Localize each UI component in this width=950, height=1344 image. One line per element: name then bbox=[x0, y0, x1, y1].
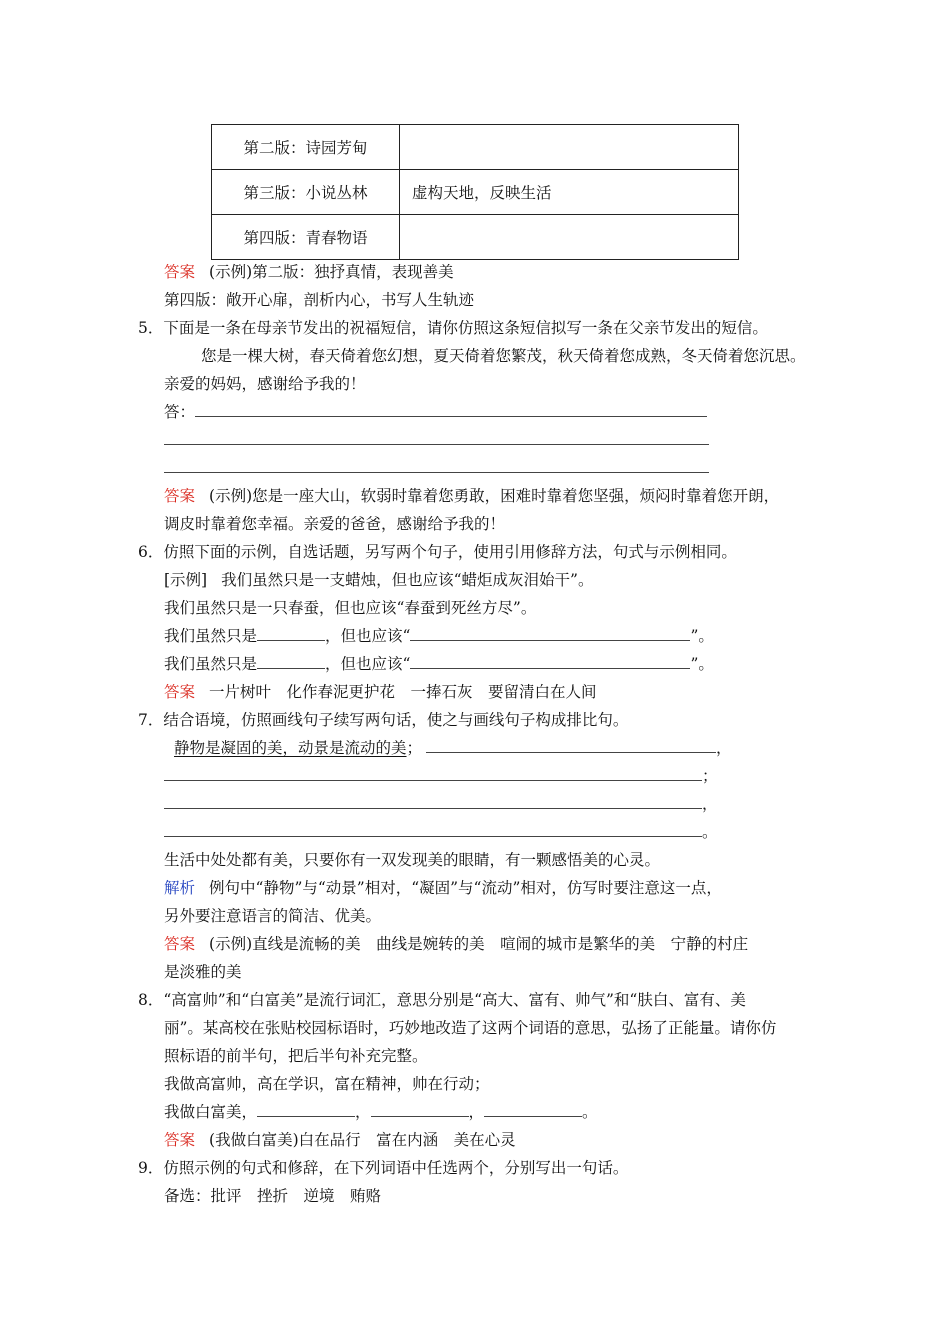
punct: ； bbox=[406, 739, 423, 757]
answer-blank[interactable] bbox=[164, 458, 709, 473]
q7-prompt bbox=[138, 710, 628, 730]
answer-label: 答案 bbox=[164, 263, 196, 281]
q9-prompt bbox=[138, 1158, 628, 1178]
punct: ， bbox=[702, 795, 718, 813]
fill-text: ”。 bbox=[690, 655, 714, 673]
answer-blank[interactable] bbox=[164, 822, 702, 837]
q5-reply-line-1 bbox=[164, 402, 707, 422]
q5-text-2: 亲爱的妈妈，感谢给予我的！ bbox=[164, 375, 366, 393]
answer-blank[interactable] bbox=[257, 654, 325, 669]
question-text: “高富帅”和“白富美”是流行词汇，意思分别是“高大、富有、帅气”和“肤白、富有、美 bbox=[163, 991, 746, 1009]
table-row bbox=[212, 215, 739, 260]
q4-answer-line-2: 第四版：敞开心扉，剖析内心，书写人生轨迹 bbox=[164, 291, 475, 309]
q5-reply-line-2 bbox=[164, 430, 709, 450]
answer-blank[interactable] bbox=[164, 794, 702, 809]
q7-blank-line-1 bbox=[164, 766, 718, 786]
fill-text: 我们虽然只是 bbox=[164, 655, 258, 673]
punct: ； bbox=[702, 767, 718, 785]
table-cell-section: 第二版：诗园芳甸 bbox=[212, 125, 400, 170]
q7-after-text: 生活中处处都有美，只要你有一双发现美的眼睛，有一颗感悟美的心灵。 bbox=[164, 851, 661, 869]
q8-prompt-2: 丽”。某高校在张贴校园标语时，巧妙地改造了这两个词语的意思，弘扬了正能量。请你仿 bbox=[164, 1019, 777, 1037]
q6-answer-text: 一片树叶 化作春泥更护花 一捧石灰 要留清白在人间 bbox=[209, 683, 597, 701]
newspaper-sections-table bbox=[211, 124, 739, 260]
fill-text: 我们虽然只是 bbox=[164, 627, 258, 645]
answer-blank[interactable] bbox=[426, 738, 716, 753]
q4-answer-line-1 bbox=[164, 262, 454, 282]
answer-blank[interactable] bbox=[257, 626, 325, 641]
q7-analysis-line-2: 另外要注意语言的简洁、优美。 bbox=[164, 907, 382, 925]
question-text: 仿照下面的示例，自选话题，另写两个句子，使用引用修辞方法，句式与示例相同。 bbox=[163, 543, 737, 561]
q9-options: 备选：批评 挫折 逆境 贿赂 bbox=[164, 1187, 382, 1205]
q5-text-1: 您是一棵大树，春天倚着您幻想，夏天倚着您繁茂，秋天倚着您成熟，冬天倚着您沉思。 bbox=[201, 347, 806, 365]
answer-label: 答案 bbox=[164, 487, 196, 505]
q5-prompt bbox=[138, 318, 768, 338]
table-cell-desc: 虚构天地，反映生活 bbox=[400, 170, 739, 215]
table-row bbox=[212, 125, 739, 170]
punct: ， bbox=[468, 1103, 485, 1121]
answer-blank[interactable] bbox=[371, 1102, 469, 1117]
q8-example: 我做高富帅，高在学识，富在精神，帅在行动； bbox=[164, 1075, 490, 1093]
q6-fill-line-2 bbox=[164, 654, 714, 674]
answer-label: 答案 bbox=[164, 935, 196, 953]
q4-answer-text: (示例)第二版：独抒真情，表现善美 bbox=[209, 263, 454, 281]
fill-text: 我做白富美， bbox=[164, 1103, 258, 1121]
q7-lead-line bbox=[174, 738, 732, 758]
answer-blank[interactable] bbox=[164, 766, 702, 781]
punct: 。 bbox=[582, 1103, 598, 1121]
table-cell-desc bbox=[400, 125, 739, 170]
answer-label: 答案 bbox=[164, 683, 196, 701]
q7-answer-line-1 bbox=[164, 934, 748, 954]
example-tag: [示例] bbox=[164, 571, 208, 589]
q7-analysis-line-1 bbox=[164, 878, 722, 898]
question-number: 8． bbox=[138, 991, 164, 1009]
q6-answer bbox=[164, 682, 597, 702]
punct: ， bbox=[716, 739, 732, 757]
question-text: 仿照示例的句式和修辞，在下列词语中任选两个，分别写出一句话。 bbox=[163, 1159, 629, 1177]
q5-answer-line-1 bbox=[164, 486, 779, 506]
q7-analysis-text: 例句中“静物”与“动景”相对，“凝固”与“流动”相对，仿写时要注意这一点， bbox=[209, 879, 722, 897]
punct: ， bbox=[355, 1103, 371, 1121]
table-cell-section: 第四版：青春物语 bbox=[212, 215, 400, 260]
fill-text: ，但也应该“ bbox=[325, 655, 411, 673]
q8-fill-line bbox=[164, 1102, 598, 1122]
table-row bbox=[212, 170, 739, 215]
table-cell-desc bbox=[400, 215, 739, 260]
q7-answer-line-2: 是淡雅的美 bbox=[164, 963, 242, 981]
punct: 。 bbox=[702, 823, 718, 841]
answer-blank[interactable] bbox=[195, 402, 707, 417]
table-cell-section: 第三版：小说丛林 bbox=[212, 170, 400, 215]
answer-blank[interactable] bbox=[484, 1102, 582, 1117]
q8-answer-text: (我做白富美)白在品行 富在内涵 美在心灵 bbox=[209, 1131, 516, 1149]
question-number: 7． bbox=[138, 711, 164, 729]
question-number: 5． bbox=[138, 319, 164, 337]
reply-label: 答： bbox=[164, 403, 196, 421]
question-number: 9． bbox=[138, 1159, 164, 1177]
question-text: 结合语境，仿照画线句子续写两句话，使之与画线句子构成排比句。 bbox=[163, 711, 629, 729]
q6-example-2: 我们虽然只是一只春蚕，但也应该“春蚕到死丝方尽”。 bbox=[164, 599, 537, 617]
question-number: 6． bbox=[138, 543, 164, 561]
q6-prompt bbox=[138, 542, 737, 562]
q7-blank-line-2 bbox=[164, 794, 718, 814]
fill-text: ，但也应该“ bbox=[325, 627, 411, 645]
analysis-label: 解析 bbox=[164, 879, 196, 897]
q6-example-1 bbox=[164, 570, 593, 590]
q8-answer bbox=[164, 1130, 516, 1150]
q5-answer-line-2: 调皮时靠着您幸福。亲爱的爸爸，感谢给予我的！ bbox=[164, 515, 506, 533]
answer-blank[interactable] bbox=[257, 1102, 355, 1117]
underlined-sentence: 静物是凝固的美，动景是流动的美 bbox=[174, 739, 407, 757]
question-text: 下面是一条在母亲节发出的祝福短信，请你仿照这条短信拟写一条在父亲节发出的短信。 bbox=[163, 319, 768, 337]
q6-fill-line-1 bbox=[164, 626, 714, 646]
q7-blank-line-3 bbox=[164, 822, 718, 842]
q8-prompt-1 bbox=[138, 990, 746, 1010]
answer-blank[interactable] bbox=[410, 626, 690, 641]
answer-label: 答案 bbox=[164, 1131, 196, 1149]
q5-reply-line-3 bbox=[164, 458, 709, 478]
q7-answer-text: (示例)直线是流畅的美 曲线是婉转的美 喧闹的城市是繁华的美 宁静的村庄 bbox=[209, 935, 749, 953]
fill-text: ”。 bbox=[690, 627, 714, 645]
answer-blank[interactable] bbox=[164, 430, 709, 445]
answer-blank[interactable] bbox=[410, 654, 690, 669]
example-text: 我们虽然只是一支蜡烛，但也应该“蜡炬成灰泪始干”。 bbox=[221, 571, 594, 589]
q8-prompt-3: 照标语的前半句，把后半句补充完整。 bbox=[164, 1047, 428, 1065]
q5-answer-text: (示例)您是一座大山，软弱时靠着您勇敢，困难时靠着您坚强，烦闷时靠着您开朗， bbox=[209, 487, 780, 505]
